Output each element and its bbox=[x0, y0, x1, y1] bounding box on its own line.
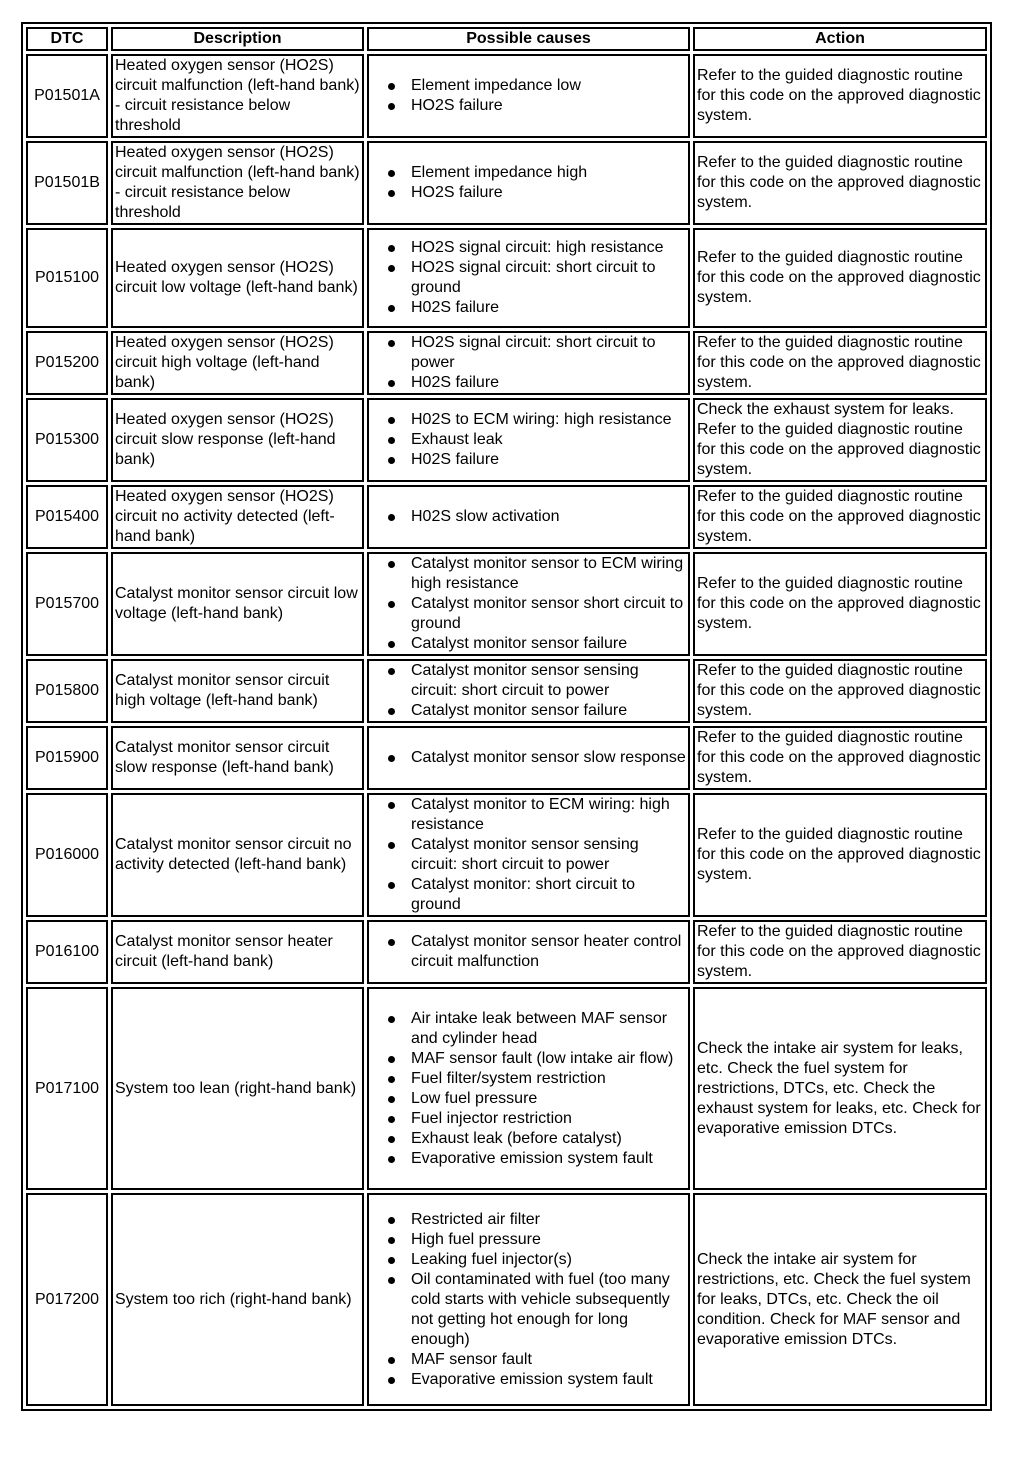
dtc-action: Check the intake air system for restrictions, etc. Check the fuel system for leaks, DTCs, etc. Check the oil condition. Check for MAF sensor and evaporative emission DTCs. bbox=[693, 1193, 987, 1406]
cause-item: Low fuel pressure bbox=[411, 1089, 686, 1109]
dtc-code: P017100 bbox=[26, 987, 108, 1190]
header-dtc: DTC bbox=[26, 27, 108, 51]
dtc-code: P016100 bbox=[26, 920, 108, 984]
dtc-action: Refer to the guided diagnostic routine for this code on the approved diagnostic system. bbox=[693, 726, 987, 790]
cause-item: HO2S signal circuit: high resistance bbox=[411, 238, 686, 258]
dtc-code: P015300 bbox=[26, 398, 108, 482]
dtc-description: Catalyst monitor sensor heater circuit (left-hand bank) bbox=[111, 920, 364, 984]
cause-item: Element impedance high bbox=[411, 163, 686, 183]
cause-item: HO2S failure bbox=[411, 96, 686, 116]
cause-item: H02S to ECM wiring: high resistance bbox=[411, 410, 686, 430]
table-row bbox=[26, 141, 987, 225]
possible-causes-cell bbox=[367, 726, 690, 790]
table-row bbox=[26, 398, 987, 482]
dtc-description: System too rich (right-hand bank) bbox=[111, 1193, 364, 1406]
cause-item: Catalyst monitor sensor to ECM wiring high resistance bbox=[411, 554, 686, 594]
table-row bbox=[26, 485, 987, 549]
dtc-description: Heated oxygen sensor (HO2S) circuit malfunction (left-hand bank) - circuit resistance below threshold bbox=[111, 141, 364, 225]
dtc-description: Heated oxygen sensor (HO2S) circuit high voltage (left-hand bank) bbox=[111, 331, 364, 395]
table-row bbox=[26, 54, 987, 138]
causes-list bbox=[371, 932, 686, 972]
dtc-table bbox=[21, 22, 992, 1411]
dtc-action: Refer to the guided diagnostic routine for this code on the approved diagnostic system. bbox=[693, 659, 987, 723]
possible-causes-cell bbox=[367, 1193, 690, 1406]
cause-item: Restricted air filter bbox=[411, 1210, 686, 1230]
dtc-code: P017200 bbox=[26, 1193, 108, 1406]
cause-item: Catalyst monitor sensor heater control circuit malfunction bbox=[411, 932, 686, 972]
possible-causes-cell bbox=[367, 987, 690, 1190]
possible-causes-cell bbox=[367, 398, 690, 482]
dtc-action: Check the intake air system for leaks, etc. Check the fuel system for restrictions, DTCs, etc. Check the exhaust system for leaks, etc. Check for evaporative emission DTCs. bbox=[693, 987, 987, 1190]
cause-item: Catalyst monitor sensor failure bbox=[411, 701, 686, 721]
cause-item: Evaporative emission system fault bbox=[411, 1370, 686, 1390]
causes-list bbox=[371, 410, 686, 470]
causes-list bbox=[371, 507, 686, 527]
table-row bbox=[26, 793, 987, 917]
causes-list bbox=[371, 748, 686, 768]
dtc-code: P01501B bbox=[26, 141, 108, 225]
dtc-description: Heated oxygen sensor (HO2S) circuit no activity detected (left-hand bank) bbox=[111, 485, 364, 549]
dtc-code: P015900 bbox=[26, 726, 108, 790]
causes-list bbox=[371, 554, 686, 654]
cause-item: H02S failure bbox=[411, 373, 686, 393]
dtc-action: Check the exhaust system for leaks. Refer to the guided diagnostic routine for this code on the approved diagnostic system. bbox=[693, 398, 987, 482]
table-row bbox=[26, 331, 987, 395]
dtc-code: P01501A bbox=[26, 54, 108, 138]
cause-item: Fuel injector restriction bbox=[411, 1109, 686, 1129]
header-row bbox=[26, 27, 987, 51]
cause-item: Fuel filter/system restriction bbox=[411, 1069, 686, 1089]
cause-item: HO2S signal circuit: short circuit to power bbox=[411, 333, 686, 373]
dtc-description: Catalyst monitor sensor circuit no activity detected (left-hand bank) bbox=[111, 793, 364, 917]
cause-item: Catalyst monitor sensor sensing circuit: short circuit to power bbox=[411, 661, 686, 701]
causes-list bbox=[371, 1009, 686, 1169]
possible-causes-cell bbox=[367, 793, 690, 917]
dtc-action: Refer to the guided diagnostic routine for this code on the approved diagnostic system. bbox=[693, 228, 987, 328]
dtc-code: P015100 bbox=[26, 228, 108, 328]
dtc-action: Refer to the guided diagnostic routine for this code on the approved diagnostic system. bbox=[693, 331, 987, 395]
causes-list bbox=[371, 163, 686, 203]
causes-list bbox=[371, 661, 686, 721]
possible-causes-cell bbox=[367, 659, 690, 723]
causes-list bbox=[371, 76, 686, 116]
cause-item: Leaking fuel injector(s) bbox=[411, 1250, 686, 1270]
cause-item: Catalyst monitor sensor short circuit to ground bbox=[411, 594, 686, 634]
dtc-action: Refer to the guided diagnostic routine for this code on the approved diagnostic system. bbox=[693, 54, 987, 138]
table-row bbox=[26, 987, 987, 1190]
cause-item: High fuel pressure bbox=[411, 1230, 686, 1250]
table-row bbox=[26, 726, 987, 790]
header-description: Description bbox=[111, 27, 364, 51]
dtc-action: Refer to the guided diagnostic routine for this code on the approved diagnostic system. bbox=[693, 920, 987, 984]
header-action: Action bbox=[693, 27, 987, 51]
dtc-action: Refer to the guided diagnostic routine for this code on the approved diagnostic system. bbox=[693, 552, 987, 656]
possible-causes-cell bbox=[367, 485, 690, 549]
causes-list bbox=[371, 1210, 686, 1390]
header-possible-causes: Possible causes bbox=[367, 27, 690, 51]
cause-item: Catalyst monitor to ECM wiring: high resistance bbox=[411, 795, 686, 835]
cause-item: MAF sensor fault (low intake air flow) bbox=[411, 1049, 686, 1069]
cause-item: Exhaust leak (before catalyst) bbox=[411, 1129, 686, 1149]
cause-item: Catalyst monitor: short circuit to ground bbox=[411, 875, 686, 915]
dtc-action: Refer to the guided diagnostic routine for this code on the approved diagnostic system. bbox=[693, 793, 987, 917]
cause-item: HO2S failure bbox=[411, 183, 686, 203]
possible-causes-cell bbox=[367, 54, 690, 138]
cause-item: Exhaust leak bbox=[411, 430, 686, 450]
possible-causes-cell bbox=[367, 228, 690, 328]
dtc-description: Catalyst monitor sensor circuit slow response (left-hand bank) bbox=[111, 726, 364, 790]
table-row bbox=[26, 1193, 987, 1406]
dtc-action: Refer to the guided diagnostic routine for this code on the approved diagnostic system. bbox=[693, 485, 987, 549]
cause-item: Air intake leak between MAF sensor and cylinder head bbox=[411, 1009, 686, 1049]
dtc-description: Heated oxygen sensor (HO2S) circuit slow response (left-hand bank) bbox=[111, 398, 364, 482]
dtc-description: System too lean (right-hand bank) bbox=[111, 987, 364, 1190]
cause-item: H02S slow activation bbox=[411, 507, 686, 527]
cause-item: Oil contaminated with fuel (too many cold starts with vehicle subsequently not getting hot enough for long enough) bbox=[411, 1270, 686, 1350]
causes-list bbox=[371, 238, 686, 318]
dtc-code: P015700 bbox=[26, 552, 108, 656]
cause-item: H02S failure bbox=[411, 450, 686, 470]
dtc-description: Catalyst monitor sensor circuit high voltage (left-hand bank) bbox=[111, 659, 364, 723]
causes-list bbox=[371, 795, 686, 915]
dtc-code: P015800 bbox=[26, 659, 108, 723]
cause-item: MAF sensor fault bbox=[411, 1350, 686, 1370]
dtc-description: Heated oxygen sensor (HO2S) circuit malfunction (left-hand bank) - circuit resistance below threshold bbox=[111, 54, 364, 138]
causes-list bbox=[371, 333, 686, 393]
table-row bbox=[26, 659, 987, 723]
cause-item: HO2S signal circuit: short circuit to ground bbox=[411, 258, 686, 298]
dtc-description: Heated oxygen sensor (HO2S) circuit low voltage (left-hand bank) bbox=[111, 228, 364, 328]
dtc-action: Refer to the guided diagnostic routine for this code on the approved diagnostic system. bbox=[693, 141, 987, 225]
table-row bbox=[26, 920, 987, 984]
cause-item: Catalyst monitor sensor sensing circuit: short circuit to power bbox=[411, 835, 686, 875]
cause-item: H02S failure bbox=[411, 298, 686, 318]
possible-causes-cell bbox=[367, 331, 690, 395]
possible-causes-cell bbox=[367, 920, 690, 984]
dtc-code: P015200 bbox=[26, 331, 108, 395]
cause-item: Catalyst monitor sensor slow response bbox=[411, 749, 686, 766]
cause-item: Evaporative emission system fault bbox=[411, 1149, 686, 1169]
dtc-code: P016000 bbox=[26, 793, 108, 917]
possible-causes-cell bbox=[367, 552, 690, 656]
table-row bbox=[26, 552, 987, 656]
possible-causes-cell bbox=[367, 141, 690, 225]
table-body bbox=[26, 54, 987, 1406]
table-row bbox=[26, 228, 987, 328]
cause-item: Element impedance low bbox=[411, 76, 686, 96]
dtc-code: P015400 bbox=[26, 485, 108, 549]
cause-item: Catalyst monitor sensor failure bbox=[411, 634, 686, 654]
dtc-description: Catalyst monitor sensor circuit low voltage (left-hand bank) bbox=[111, 552, 364, 656]
